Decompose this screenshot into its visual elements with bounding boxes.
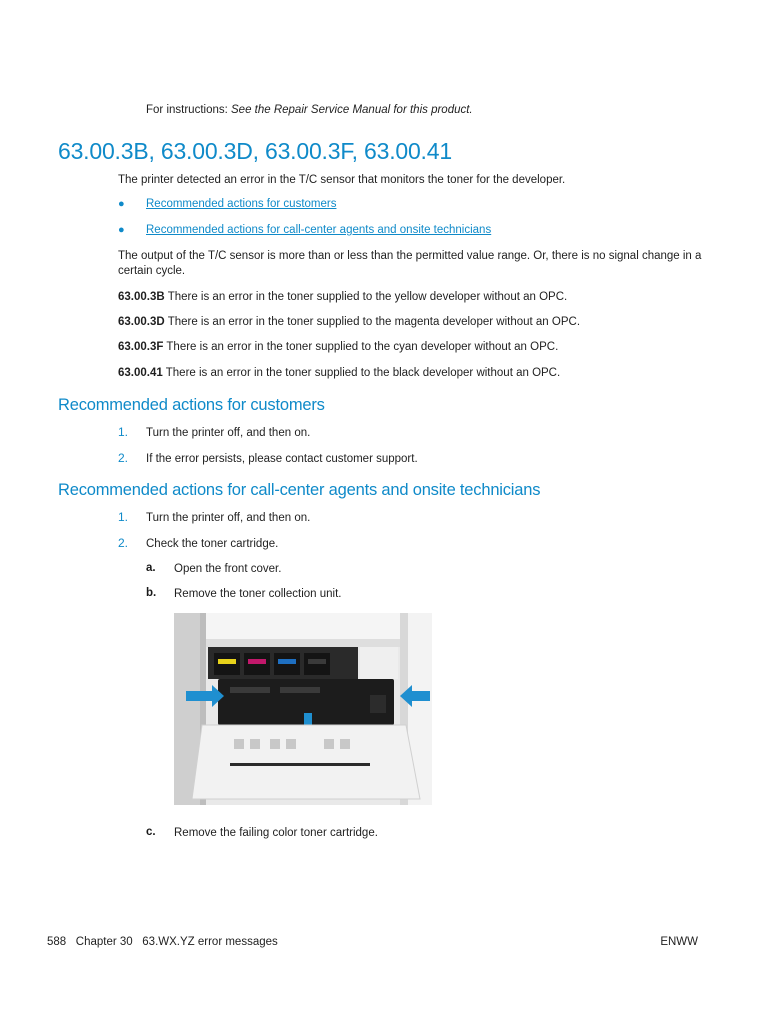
link-technician-actions[interactable]: Recommended actions for call-center agents and onsite technicians: [146, 224, 492, 236]
bullet-icon: ●: [118, 224, 125, 236]
substep-letter: b.: [146, 587, 157, 599]
step-number: 1.: [118, 425, 129, 439]
footer-left: [47, 936, 278, 948]
error-code-text: There is an error in the toner supplied to the yellow developer without an OPC.: [167, 291, 568, 303]
substep-text: Remove the failing color toner cartridge.: [174, 827, 378, 839]
substep-text: Remove the toner collection unit.: [174, 588, 342, 600]
code-line: [118, 315, 708, 330]
customer-actions-heading: Recommended actions for customers: [58, 396, 325, 414]
bullet-icon: ●: [118, 198, 125, 210]
substep-text: Open the front cover.: [174, 563, 282, 575]
step-text: Turn the printer off, and then on.: [146, 512, 311, 524]
step-text: Check the toner cartridge.: [146, 538, 279, 550]
step-number: 2.: [118, 536, 129, 550]
step-text: If the error persists, please contact customer support.: [146, 453, 418, 465]
substep-letter: c.: [146, 826, 156, 838]
intro-line: [146, 103, 473, 118]
error-code: 63.00.41: [118, 367, 163, 379]
error-code: 63.00.3F: [118, 341, 164, 353]
sensor-output-text: The output of the T/C sensor is more than or less than the permitted value range. Or, there is no signal change in a certain cycle.: [118, 250, 702, 277]
step-number: 1.: [118, 510, 129, 524]
code-line: [118, 340, 708, 355]
code-line: [118, 366, 708, 381]
footer-chapter-title: 63.WX.YZ error messages: [142, 936, 278, 948]
step-text: Turn the printer off, and then on.: [146, 427, 311, 439]
substep-letter: a.: [146, 562, 156, 574]
technician-actions-heading: Recommended actions for call-center agents and onsite technicians: [58, 481, 541, 499]
code-line: [118, 290, 708, 305]
page-title: 63.00.3B, 63.00.3D, 63.00.3F, 63.00.41: [58, 138, 452, 164]
error-code-text: There is an error in the toner supplied to the magenta developer without an OPC.: [167, 316, 581, 328]
intro-prefix: For instructions:: [146, 104, 231, 116]
error-description: The printer detected an error in the T/C sensor that monitors the toner for the developer.: [118, 174, 566, 186]
link-customer-actions[interactable]: Recommended actions for customers: [146, 198, 337, 210]
error-code-text: There is an error in the toner supplied to the black developer without an OPC.: [165, 367, 561, 379]
error-code-text: There is an error in the toner supplied to the cyan developer without an OPC.: [166, 341, 559, 353]
toner-collection-unit-photo: [174, 613, 432, 805]
error-code: 63.00.3B: [118, 291, 165, 303]
step-number: 2.: [118, 451, 129, 465]
footer-right: ENWW: [660, 936, 698, 948]
error-code: 63.00.3D: [118, 316, 165, 328]
footer-chapter: Chapter 30: [75, 936, 133, 948]
intro-reference: See the Repair Service Manual for this product.: [231, 104, 473, 116]
page-number: 588: [47, 936, 67, 948]
